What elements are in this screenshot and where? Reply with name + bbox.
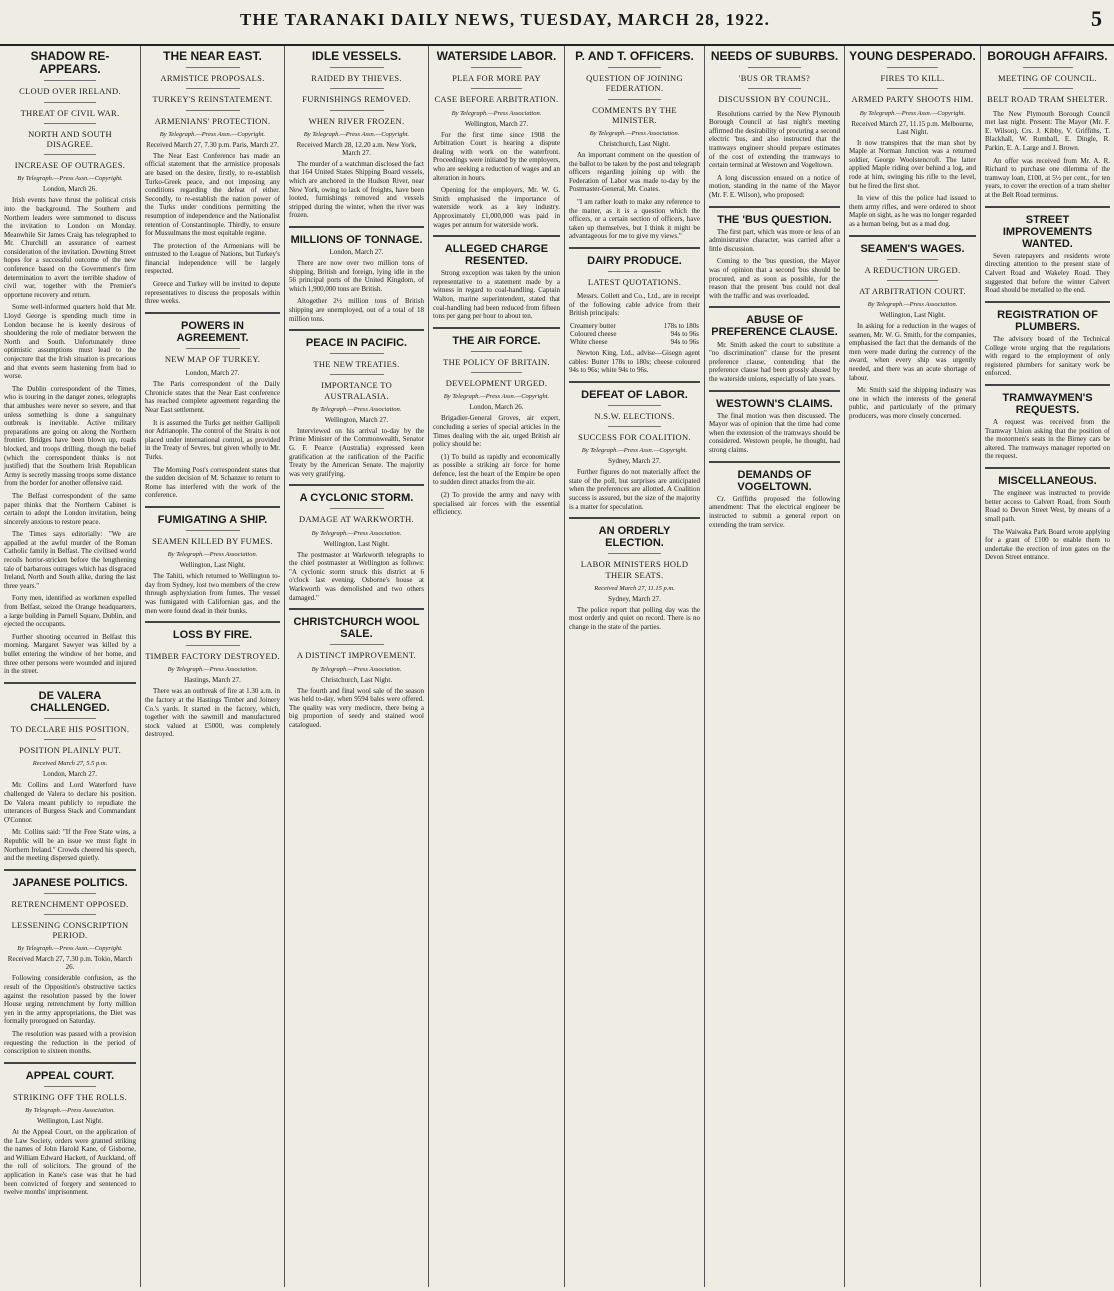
article-headline: ALLEGED CHARGE RESENTED. bbox=[444, 243, 549, 268]
article-headline: REGISTRATION OF PLUMBERS. bbox=[997, 308, 1098, 333]
deck-rule bbox=[748, 88, 800, 89]
newspaper-column bbox=[704, 46, 844, 1287]
price-table bbox=[569, 322, 700, 346]
article bbox=[709, 461, 840, 530]
article-paragraph: At the Appeal Court, on the application of the Law Society, orders were granted striking the names of John Harold Kane, of Gisborne, and William Edward Hackett, of Auckland, off the roll of solicitors. The ground of the application in Kane's case was that he had been convicted of forgery and sentenced to twelve months' imprisonment. bbox=[4, 1127, 136, 1197]
article-dateline: Received March 27, 11.15 p.m. Melbourne, Last Night. bbox=[851, 119, 974, 136]
article-divider bbox=[433, 235, 560, 237]
article-headline: STREET IMPROVEMENTS WANTED. bbox=[1002, 213, 1093, 250]
newspaper-column bbox=[284, 46, 428, 1287]
article-byline: By Telegraph.—Press Assn.—Copyright. bbox=[17, 175, 123, 183]
article-dateline: Wellington, March 27. bbox=[464, 119, 529, 128]
article-deck: AT ARBITRATION COURT. bbox=[859, 285, 966, 296]
deck-rule bbox=[186, 530, 240, 531]
article-divider bbox=[145, 506, 280, 508]
article-divider bbox=[4, 1062, 136, 1064]
newspaper-column bbox=[980, 46, 1114, 1287]
article-deck: POSITION PLAINLY PUT. bbox=[18, 745, 122, 756]
article-byline: By Telegraph.—Press Assn.—Copyright. bbox=[859, 109, 966, 117]
article-deck: QUESTION OF JOINING FEDERATION. bbox=[586, 73, 683, 94]
article-deck: NEW MAP OF TURKEY. bbox=[164, 354, 261, 365]
page-number: 5 bbox=[1091, 6, 1102, 31]
article-deck: IMPORTANCE TO AUSTRALASIA. bbox=[320, 380, 393, 401]
article-byline: By Telegraph.—Press Assn.—Copyright. bbox=[581, 447, 688, 455]
deck-rule bbox=[186, 348, 240, 349]
article-dateline: Received March 28, 12.20 a.m. New York, March 27. bbox=[296, 140, 417, 157]
article-dateline: London, March 26. bbox=[469, 403, 524, 412]
article-paragraph: Newton King, Ltd., advise—Gisegn agent cables: Butter 178s to 180s; cheese coloured 94s to 96s; white 94s to 96s. bbox=[569, 348, 700, 375]
article-headline: PEACE IN PACIFIC. bbox=[305, 337, 408, 350]
article-headline: POWERS IN AGREEMENT. bbox=[176, 319, 249, 344]
article-divider bbox=[709, 206, 840, 208]
article-paragraph: It is assumed the Turks get neither Gallipoli nor Adrianople. The control of the Straits is not placed under international control, as provided in the Treaty of Sevres, but given wholly to Mr. Turks. bbox=[145, 418, 280, 461]
price-value: 94s to 96s bbox=[670, 329, 699, 338]
article-paragraph: Brigadier-General Groves, air expert, concluding a series of special articles in the Times dealing with the air, urged British air policy should be: bbox=[433, 414, 560, 449]
article-deck: ARMISTICE PROPOSALS. bbox=[160, 73, 265, 84]
article-deck: CASE BEFORE ARBITRATION. bbox=[434, 94, 559, 105]
article-byline: By Telegraph.—Press Association. bbox=[311, 405, 402, 413]
article-paragraph: The Times says editorially: "We are appalled at the awful murder of the Roman Catholic family in Belfast. The civilised world recoils horror-stricken before the lengthening tale of barbarous outrages which has disgraced Ireland, North and South alike, during the last three years." bbox=[4, 530, 136, 590]
article-byline: By Telegraph.—Press Association. bbox=[589, 129, 680, 137]
article-headline: NEEDS OF SUBURBS. bbox=[710, 49, 839, 63]
article-headline: TRAMWAYMEN'S REQUESTS. bbox=[1002, 391, 1093, 416]
article-divider bbox=[145, 621, 280, 623]
article-paragraph: The resolution was passed with a provision requesting the reduction in the period of conscription to sixteen months. bbox=[4, 1029, 136, 1056]
article-deck: LATEST QUOTATIONS. bbox=[587, 276, 682, 287]
deck-rule bbox=[330, 374, 384, 375]
newspaper-column bbox=[0, 46, 140, 1287]
article-paragraph: Further shooting occurred in Belfast this morning. Margaret Sawyer was killed by a bullet entering the window of her home, and three other persons were wounded and injured in the street. bbox=[4, 632, 136, 676]
article-deck: A DISTINCT IMPROVEMENT. bbox=[296, 650, 417, 661]
article-headline: WESTOWN'S CLAIMS. bbox=[716, 397, 833, 410]
article-paragraph: An offer was received from Mr. A. R. Richard to purchase one dilemma of the tramway loan, £100, at 5½ per cent., for ten years, to cover the erection of a tram shelter at the Belt Road terminus. bbox=[985, 156, 1110, 199]
article-headline: SEAMEN'S WAGES. bbox=[860, 242, 965, 255]
article-headline: MISCELLANEOUS. bbox=[998, 475, 1097, 488]
article-headline: DEMANDS OF VOGELTOWN. bbox=[737, 468, 812, 493]
article-dateline: Wellington, Last Night. bbox=[879, 310, 946, 319]
article-divider bbox=[569, 247, 700, 249]
deck-rule bbox=[1023, 67, 1073, 68]
article-paragraph: The engineer was instructed to provide better access to Calvert Road, from South Road to Devon Street West, by means of a small path. bbox=[985, 489, 1110, 523]
article bbox=[709, 206, 840, 301]
article-headline: LOSS BY FIRE. bbox=[172, 629, 253, 642]
article-divider bbox=[289, 608, 424, 610]
article-paragraph: The protection of the Armenians will be entrusted to the League of Nations, but Turkey's financial independence will be largely respected. bbox=[145, 241, 280, 276]
article-divider bbox=[985, 467, 1110, 469]
article-paragraph: Following considerable confusion, as the result of the Opposition's obstructive tactics against the resolution passed by the lower House urging retrenchment by forty million yen in the army appropriations, the Diet was formally prorogued on Saturday. bbox=[4, 974, 136, 1026]
article-paragraph: Messrs. Collett and Co., Ltd., are in receipt of the following cable advice from their British principals: bbox=[569, 292, 700, 318]
deck-rule bbox=[330, 110, 384, 111]
article-dateline: Christchurch, Last Night. bbox=[320, 675, 393, 684]
article-headline: ABUSE OF PREFERENCE CLAUSE. bbox=[711, 314, 838, 339]
deck-rule bbox=[748, 67, 800, 68]
article-deck: MEETING OF COUNCIL. bbox=[998, 73, 1097, 84]
article-byline: By Telegraph.—Press Association. bbox=[167, 551, 258, 559]
article bbox=[4, 1062, 136, 1197]
article-byline: By Telegraph.—Press Association. bbox=[867, 300, 958, 308]
article-divider bbox=[4, 869, 136, 871]
article-dateline: Wellington, Last Night. bbox=[37, 1116, 103, 1125]
deck-rule bbox=[44, 154, 97, 155]
deck-rule bbox=[887, 259, 938, 260]
article-divider bbox=[709, 461, 840, 463]
article-headline: DAIRY PRODUCE. bbox=[587, 254, 682, 267]
article-deck: THREAT OF CIVIL WAR. bbox=[20, 107, 120, 118]
article-deck: A REDUCTION URGED. bbox=[864, 264, 961, 275]
deck-rule bbox=[608, 99, 660, 100]
deck-rule bbox=[471, 372, 522, 373]
article-headline: IDLE VESSELS. bbox=[311, 49, 402, 63]
deck-rule bbox=[887, 280, 938, 281]
article bbox=[985, 467, 1110, 562]
deck-rule bbox=[471, 88, 522, 89]
article-divider bbox=[849, 235, 976, 237]
article-deck: CLOUD OVER IRELAND. bbox=[19, 86, 121, 97]
article-paragraph: The Belfast correspondent of the same paper thinks that the Northern Cabinet is certain to adopt the London invitation, being sincerely anxious to restore peace. bbox=[4, 491, 136, 526]
article-dateline: London, March 27. bbox=[42, 770, 98, 779]
article-paragraph: Forty men, identified as workmen expelled from Belfast, seized the Orange headquarters, a large building in Parnell Square, Dublin, and ejected the occupants. bbox=[4, 594, 136, 629]
article bbox=[849, 50, 976, 229]
price-row bbox=[569, 322, 700, 330]
article-paragraph: Seven ratepayers and residents wrote directing attention to the present state of Calvert Road and Wakeley Road. They suggested that before the winter Calvert Road should be metalled to the end. bbox=[985, 251, 1110, 295]
article-headline: SHADOW RE-APPEARS. bbox=[30, 49, 110, 77]
article-headline: DEFEAT OF LABOR. bbox=[581, 388, 688, 401]
price-item: Coloured cheese bbox=[570, 329, 617, 338]
article-paragraph: Resolutions carried by the New Plymouth Borough Council at last night's meeting affirmed the desirability of procuring a second electric 'bus, and also instructed that the tramways engineer should prepare estimates of the cost of extending the tramways to certain terminal at Westown and Vogeltown. bbox=[709, 109, 840, 170]
article-dateline: Received March 27, 7.30 p.m. Paris, March 27. bbox=[146, 140, 279, 149]
article bbox=[145, 50, 280, 306]
article-deck: ARMENIANS' PROTECTION. bbox=[154, 115, 271, 126]
deck-rule bbox=[44, 914, 97, 915]
article-headline: YOUNG DESPERADO. bbox=[849, 49, 976, 63]
article bbox=[985, 301, 1110, 378]
article-paragraph: The advisory board of the Technical College wrote urging that the regulations with regard to the employment of only registered plumbers for sanitary work be enforced. bbox=[985, 334, 1110, 378]
deck-rule bbox=[608, 553, 660, 554]
article-divider bbox=[569, 381, 700, 383]
deck-rule bbox=[44, 739, 97, 740]
article-paragraph: The fourth and final wool sale of the season was held to-day, when 9594 bales were offered. The quality was very mediocre, there being a big proportion of seedy and stained wool catalogued. bbox=[289, 686, 424, 729]
article-divider bbox=[289, 484, 424, 486]
article-divider bbox=[145, 312, 280, 314]
article-deck: THE NEW TREATIES. bbox=[313, 359, 400, 370]
deck-rule bbox=[186, 645, 240, 646]
article-paragraph: The Paris correspondent of the Daily Chronicle states that the Near East conference has reached complete agreement regarding the Near East settlement. bbox=[145, 380, 280, 414]
article-paragraph: The Dublin correspondent of the Times, who is touring in the danger zones, telegraphs that ambushes were never so severe, and that unless something is done a sanguinary outbreak is inevitable. Active military preparations are going on along the Northern frontier. Bridges have been blown up, roads blocked, and troops drilling, though the belief (which the correspondent thinks is not justified) that the Southern Irish Republican Army is secretly massing troops some distance from the border for another offensive raid. bbox=[4, 384, 136, 488]
article-paragraph: There are now over two million tons of shipping, British and foreign, lying idle in the 56 principal ports of the United Kingdom, of which 1,900,000 tons are British. bbox=[289, 259, 424, 293]
deck-rule bbox=[330, 353, 384, 354]
newspaper-column bbox=[428, 46, 564, 1287]
article-paragraph: Irish events have thrust the political crisis into the background. The Southern and Northern leaders were summoned to discuss the invitation to London on Monday. Meanwhile Sir James Craig has telegraphed to Mr. Churchill an assurance of earnest consideration of the invitation. Downing Street hopes for a successful outcome of the new conference based on the Government's firm determination to avert the terrible shadow of civil war, together with the Premier's opportune recovery and return. bbox=[4, 196, 136, 299]
article-divider bbox=[709, 390, 840, 392]
deck-rule bbox=[44, 123, 97, 124]
article-deck: FURNISHINGS REMOVED. bbox=[302, 94, 411, 105]
deck-rule bbox=[44, 893, 97, 894]
price-value: 94s to 96s bbox=[670, 337, 699, 346]
article-byline: Received March 27, 11.15 p.m. bbox=[594, 584, 675, 592]
price-value: 178s to 180s bbox=[663, 321, 699, 330]
article-paragraph: The police report that polling day was the most orderly and quiet on record. There is no change in the state of the parties. bbox=[569, 605, 700, 631]
article bbox=[569, 381, 700, 511]
article-deck: NORTH AND SOUTH DISAGREE. bbox=[28, 128, 112, 149]
article-paragraph: An important comment on the question of the ballot to be taken by the post and telegraph officers regarding joining up with the Federation of Labor was made to-day by the Postmaster-General, Mr. Coates. bbox=[569, 150, 700, 194]
article-headline: WATERSIDE LABOR. bbox=[436, 49, 557, 63]
article-deck: THE POLICY OF BRITAIN. bbox=[443, 356, 550, 367]
article bbox=[433, 327, 560, 517]
article bbox=[289, 50, 424, 220]
article-dateline: London, March 26. bbox=[42, 185, 98, 194]
article bbox=[289, 608, 424, 729]
article-paragraph: Opening for the employers, Mr. W. G. Smith emphasised the importance of waterside work as a key industry. Approximately £1,000,000 was paid in wages per annum for waterside work. bbox=[433, 186, 560, 229]
article-divider bbox=[4, 682, 136, 684]
article-headline: BOROUGH AFFAIRS. bbox=[987, 49, 1108, 63]
article bbox=[985, 50, 1110, 200]
article-deck: DISCUSSION BY COUNCIL. bbox=[718, 94, 831, 105]
article-deck: N.S.W. ELECTIONS. bbox=[594, 410, 675, 421]
article-deck: RAIDED BY THIEVES. bbox=[311, 73, 402, 84]
article-dateline: Sydney, March 27. bbox=[608, 594, 661, 603]
article-paragraph: Greece and Turkey will be invited to depute representatives to discuss the proposals within three weeks. bbox=[145, 280, 280, 306]
article-divider bbox=[985, 206, 1110, 208]
article-deck: 'BUS OR TRAMS? bbox=[738, 73, 811, 84]
article-deck: RETRENCHMENT OPPOSED. bbox=[11, 898, 129, 909]
article-paragraph: There was an outbreak of fire at 1.30 a.m. in the factory at the Hastings Timber and Joinery Co.'s yards. It started in the factory, which, together with the sawmill and manufactured stock valued at £5000, was completely destroyed. bbox=[145, 687, 280, 739]
article-paragraph: In asking for a reduction in the wages of seamen, Mr. W. G. Smith, for the companies, emphasised the fact that the demands of the men were made during the currency of the award, when every ship was urgently needed, and there was an acute shortage of labour. bbox=[849, 321, 976, 382]
article-dateline: Wellington, Last Night. bbox=[323, 539, 390, 548]
article-headline: APPEAL COURT. bbox=[25, 1069, 115, 1082]
article-byline: By Telegraph.—Press Assn.—Copyright. bbox=[159, 130, 266, 138]
article bbox=[145, 621, 280, 739]
newspaper-column bbox=[564, 46, 704, 1287]
article-byline: By Telegraph.—Press Association. bbox=[167, 666, 258, 674]
article-paragraph: The Near East Conference has made an official statement that the armistice proposals are based on the desire, firstly, to re-establish Turko-Greek peace, and not imposing any conditions regarding the defeat of either. Secondly, to re-establish the nation power of the Turks under conditions permitting the resumption of independence and the Nationalist retention of Constantinople. Thirdly, to ensure for Mussulmans the most equitable regime. bbox=[145, 151, 280, 238]
article-deck: SUCCESS FOR COALITION. bbox=[578, 432, 691, 442]
article bbox=[433, 50, 560, 229]
price-row bbox=[569, 338, 700, 346]
article-deck: INCREASE OF OUTRAGES. bbox=[14, 160, 126, 171]
deck-rule bbox=[186, 67, 240, 68]
article bbox=[569, 517, 700, 631]
newspaper-column bbox=[844, 46, 980, 1287]
article-dateline: Received March 27, 7.30 p.m. Tokio, March 26. bbox=[7, 955, 133, 972]
article-headline: FUMIGATING A SHIP. bbox=[157, 513, 268, 526]
deck-rule bbox=[186, 88, 240, 89]
article-deck: DAMAGE AT WARKWORTH. bbox=[299, 514, 414, 525]
article-dateline: Wellington, March 27. bbox=[324, 415, 389, 424]
article-headline: DE VALERA CHALLENGED. bbox=[30, 689, 110, 714]
article-paragraph: Altogether 2½ million tons of British shipping are unemployed, out of a total of 18 million tons. bbox=[289, 297, 424, 323]
article-paragraph: A long discussion ensued on a notice of motion, standing in the name of the Mayor (Mr. F. E. Wilson), who proposed: bbox=[709, 173, 840, 199]
article bbox=[569, 50, 700, 241]
deck-rule bbox=[1023, 88, 1073, 89]
article-paragraph: Cr. Griffiths proposed the following amendment: That the electrical engineer be instructed to submit a general report on extending the tram service. bbox=[709, 494, 840, 529]
article-dateline: Hastings, March 27. bbox=[184, 676, 241, 685]
deck-rule bbox=[608, 271, 660, 272]
article-paragraph: The first part, which was more or less of an administrative character, was carried after a little discussion. bbox=[709, 227, 840, 253]
article-headline: THE AIR FORCE. bbox=[452, 334, 541, 347]
article-dateline: Wellington, Last Night. bbox=[179, 561, 246, 570]
article-divider bbox=[569, 517, 700, 519]
article-headline: THE NEAR EAST. bbox=[163, 49, 262, 63]
article bbox=[4, 50, 136, 676]
article-divider bbox=[289, 226, 424, 228]
article-deck: PLEA FOR MORE PAY bbox=[452, 73, 541, 84]
article-paragraph: Strong exception was taken by the union representative to a statement made by a witness in regard to coal-handling. Captain Walton, marine superintendent, stated that coal-handling had been reduced from fifteen tons per gang per hour to about ten. bbox=[433, 269, 560, 321]
article-paragraph: It now transpires that the man shot by Maple at Norman Junction was a returned soldier, George Woolstencroft. The latter applied Maple riding over behind a log, and rode at him, swinging his rifle to the level, but he fired the first shot. bbox=[849, 138, 976, 190]
article-divider bbox=[289, 329, 424, 331]
deck-rule bbox=[44, 102, 97, 103]
deck-rule bbox=[608, 426, 660, 427]
article-byline: Received March 27, 5.5 p.m. bbox=[32, 760, 108, 768]
article-divider bbox=[985, 384, 1110, 386]
article-paragraph: For the first time since 1908 the Arbitration Court is hearing a dispute dealing with work on the waterfront. Proceedings were initiated by the employers, who are seeking a reduction of wages and an alteration in hours. bbox=[433, 130, 560, 182]
deck-rule bbox=[330, 67, 384, 68]
article-deck: TO DECLARE HIS POSITION. bbox=[10, 723, 130, 734]
deck-rule bbox=[887, 67, 938, 68]
article-paragraph: The Waiwaka Park Board wrote applying for a grant of £100 to enable them to undertake the erection of iron gates on the Devon Street entrance. bbox=[985, 527, 1110, 562]
article bbox=[289, 226, 424, 323]
masthead bbox=[0, 0, 1114, 46]
article-paragraph: (2) To provide the army and navy with specialised air forces with the essential efficiency. bbox=[433, 491, 560, 517]
article bbox=[709, 50, 840, 200]
article-paragraph: Coming to the 'bus question, the Mayor was of opinion that a second 'bus should be procured, and as soon as possible, for the reason that the present 'bus could not deal with the traffic and was overloaded. bbox=[709, 257, 840, 300]
deck-rule bbox=[608, 67, 660, 68]
article-paragraph: A request was received from the Tramway Union asking that the position of the motormen's seats in the Birney cars be altered. The tramways manager reported on the request. bbox=[985, 418, 1110, 461]
deck-rule bbox=[608, 405, 660, 406]
article bbox=[849, 235, 976, 421]
deck-rule bbox=[186, 110, 240, 111]
article-deck: COMMENTS BY THE MINISTER. bbox=[592, 104, 677, 125]
article-headline: CHRISTCHURCH WOOL SALE. bbox=[293, 616, 420, 641]
deck-rule bbox=[887, 88, 938, 89]
article-byline: By Telegraph.—Press Association. bbox=[25, 1106, 115, 1114]
deck-rule bbox=[44, 718, 97, 719]
article-byline: By Telegraph.—Press Assn.—Copyright. bbox=[443, 393, 550, 401]
deck-rule bbox=[471, 351, 522, 352]
article-deck: WHEN RIVER FROZEN. bbox=[308, 115, 405, 126]
deck-rule bbox=[330, 644, 384, 645]
article-deck: ARMED PARTY SHOOTS HIM. bbox=[851, 94, 974, 105]
article bbox=[4, 682, 136, 863]
article-paragraph: The Tahiti, which returned to Wellington to-day from Sydney, lost two members of the crew through asphyxiation from fumes. The vessel was fumigated with Californian gas, and the men were found dead in their bunks. bbox=[145, 572, 280, 615]
article-paragraph: Mr. Smith asked the court to substitute a "no discrimination" clause for the present preference clause, contending that the preference clause had been grossly abused by the waterside unions, especially of late years. bbox=[709, 340, 840, 383]
article-deck: TURKEY'S REINSTATEMENT. bbox=[152, 94, 273, 105]
article bbox=[289, 484, 424, 602]
deck-rule bbox=[44, 1086, 97, 1087]
article bbox=[709, 390, 840, 455]
deck-rule bbox=[44, 80, 97, 81]
article-paragraph: (1) To build as rapidly and economically as possible a striking air force for home defence, lest the heart of the Empire be open to sudden direct attacks from the air. bbox=[433, 452, 560, 487]
article-divider bbox=[985, 301, 1110, 303]
article-paragraph: Mr. Collins said: "If the Free State wins, a Republic will be an issue we must fight in Northern Ireland." Crowds cheered his speech, and the meeting dispersed quietly. bbox=[4, 828, 136, 863]
newspaper-column bbox=[140, 46, 284, 1287]
article-paragraph: Mr. Smith said the shipping industry was one in which the interests of the general public, and particularly of the primary producers, was more closely concerned. bbox=[849, 386, 976, 420]
article-headline: THE 'BUS QUESTION. bbox=[717, 213, 832, 226]
article-divider bbox=[433, 327, 560, 329]
article-paragraph: Further figures do not materially affect the state of the poll, but surprises are anticipated when the preferences are allotted. A Coalition success is assured, but the size of the majority is a matter for speculation. bbox=[569, 468, 700, 511]
article bbox=[145, 312, 280, 500]
article-paragraph: The postmaster at Warkworth telegraphs to the chief postmaster at Wellington as follows: "A cyclonic storm struck this district at 6 o'clock last evening. Osborne's house at Warkworth was demolished and two others damaged." bbox=[289, 550, 424, 602]
deck-rule bbox=[330, 88, 384, 89]
article-dateline: Christchurch, Last Night. bbox=[598, 139, 671, 148]
article-deck: BELT ROAD TRAM SHELTER. bbox=[987, 94, 1108, 105]
article bbox=[4, 869, 136, 1056]
article-byline: By Telegraph.—Press Assn.—Copyright. bbox=[17, 945, 123, 953]
article bbox=[145, 506, 280, 615]
article-headline: JAPANESE POLITICS. bbox=[12, 876, 128, 889]
article-byline: By Telegraph.—Press Assn.—Copyright. bbox=[303, 130, 410, 138]
article-paragraph: The murder of a watchman disclosed the fact that 164 United States Shipping Board vessels, which are anchored in the Hudson River, near New York, owing to lack of freights, have been looted, furnishings removed and vessels stripped during the winter, when the river was frozen. bbox=[289, 159, 424, 220]
article-deck: STRIKING OFF THE ROLLS. bbox=[13, 1091, 127, 1102]
article-paragraph: The final motion was then discussed. The Mayor was of opinion that the time had come when the extension of the tramways should be considered. Westown people, he thought, had strong claims. bbox=[709, 411, 840, 454]
article-deck: FIRES TO KILL. bbox=[880, 73, 945, 84]
article-paragraph: Interviewed on his arrival to-day by the Prime Minister of the Commonwealth, Senator G. F. Pearce (Australia) expressed keen gratification at the ratification of the Pacific Treaty by the American Senate. The majority was very gratifying. bbox=[289, 426, 424, 478]
article-headline: AN ORDERLY ELECTION. bbox=[598, 525, 671, 550]
article-paragraph: Mr. Collins and Lord Waterford have challenged de Valera to declare his position. De Valera meant publicly to repudiate the utterances of Burgess Stack and Commandant O'Connor. bbox=[4, 781, 136, 824]
article-byline: By Telegraph.—Press Association. bbox=[451, 109, 542, 117]
article-deck: LESSENING CONSCRIPTION PERIOD. bbox=[11, 919, 129, 941]
article-paragraph: The New Plymouth Borough Council met last night. Present: The Mayor (Mr. F. E. Wilson), Crs. J. Kibby, V. Griffiths, T. Blackhall, W. Rumball, E. Dingle, R. Parkin, E. A. Large and J. Brown. bbox=[985, 109, 1110, 152]
article-byline: By Telegraph.—Press Association. bbox=[311, 529, 402, 537]
price-row bbox=[569, 330, 700, 338]
article bbox=[569, 247, 700, 375]
article-paragraph: The Morning Post's correspondent states that the sudden decision of M. Schanzer to return to Rome has interfered with the work of the conference. bbox=[145, 465, 280, 500]
article-dateline: London, March 27. bbox=[329, 248, 384, 256]
deck-rule bbox=[330, 508, 384, 509]
article-dateline: Sydney, March 27. bbox=[608, 457, 661, 466]
article-paragraph: In view of this the police had issued to them army rifles, and were ordered to shoot Maple on sight, as he was no longer regarded as a human being, but as a mad dog. bbox=[849, 194, 976, 228]
deck-rule bbox=[471, 67, 522, 68]
article-deck: SEAMEN KILLED BY FUMES. bbox=[152, 536, 273, 547]
masthead-title: THE TARANAKI DAILY NEWS, TUESDAY, MARCH 28, 1922. bbox=[240, 10, 771, 29]
article-deck: LABOR MINISTERS HOLD THEIR SEATS. bbox=[580, 559, 689, 580]
price-item: Creamery butter bbox=[570, 321, 616, 330]
article-divider bbox=[709, 306, 840, 308]
article-dateline: London, March 27. bbox=[185, 369, 240, 378]
price-item: White cheese bbox=[570, 337, 608, 346]
article bbox=[433, 235, 560, 321]
article bbox=[985, 384, 1110, 461]
article bbox=[985, 206, 1110, 295]
article-paragraph: "I am rather loath to make any reference to the matter, as it is a question which the officers, or a certain section of officers, have taken up themselves, but I think it might be advantageous for me to give my views." bbox=[569, 197, 700, 241]
article-deck: TIMBER FACTORY DESTROYED. bbox=[145, 651, 280, 662]
article bbox=[709, 306, 840, 383]
article-headline: P. AND T. OFFICERS. bbox=[575, 49, 694, 63]
article bbox=[289, 329, 424, 478]
article-deck: DEVELOPMENT URGED. bbox=[445, 378, 548, 389]
article-paragraph: Some well-informed quarters hold that Mr. Lloyd George is spending much time in London because he is keenly desirous of shouldering the role of mediator between the North and South. Unfortunately three optimistic assumptions must lead to the conjecture that the Irish situation is precarious and that events seem hastening from bad to worse. bbox=[4, 303, 136, 381]
article-headline: A CYCLONIC STORM. bbox=[299, 492, 414, 505]
article-headline: MILLIONS OF TONNAGE. bbox=[290, 233, 423, 246]
article-byline: By Telegraph.—Press Association. bbox=[311, 665, 402, 673]
